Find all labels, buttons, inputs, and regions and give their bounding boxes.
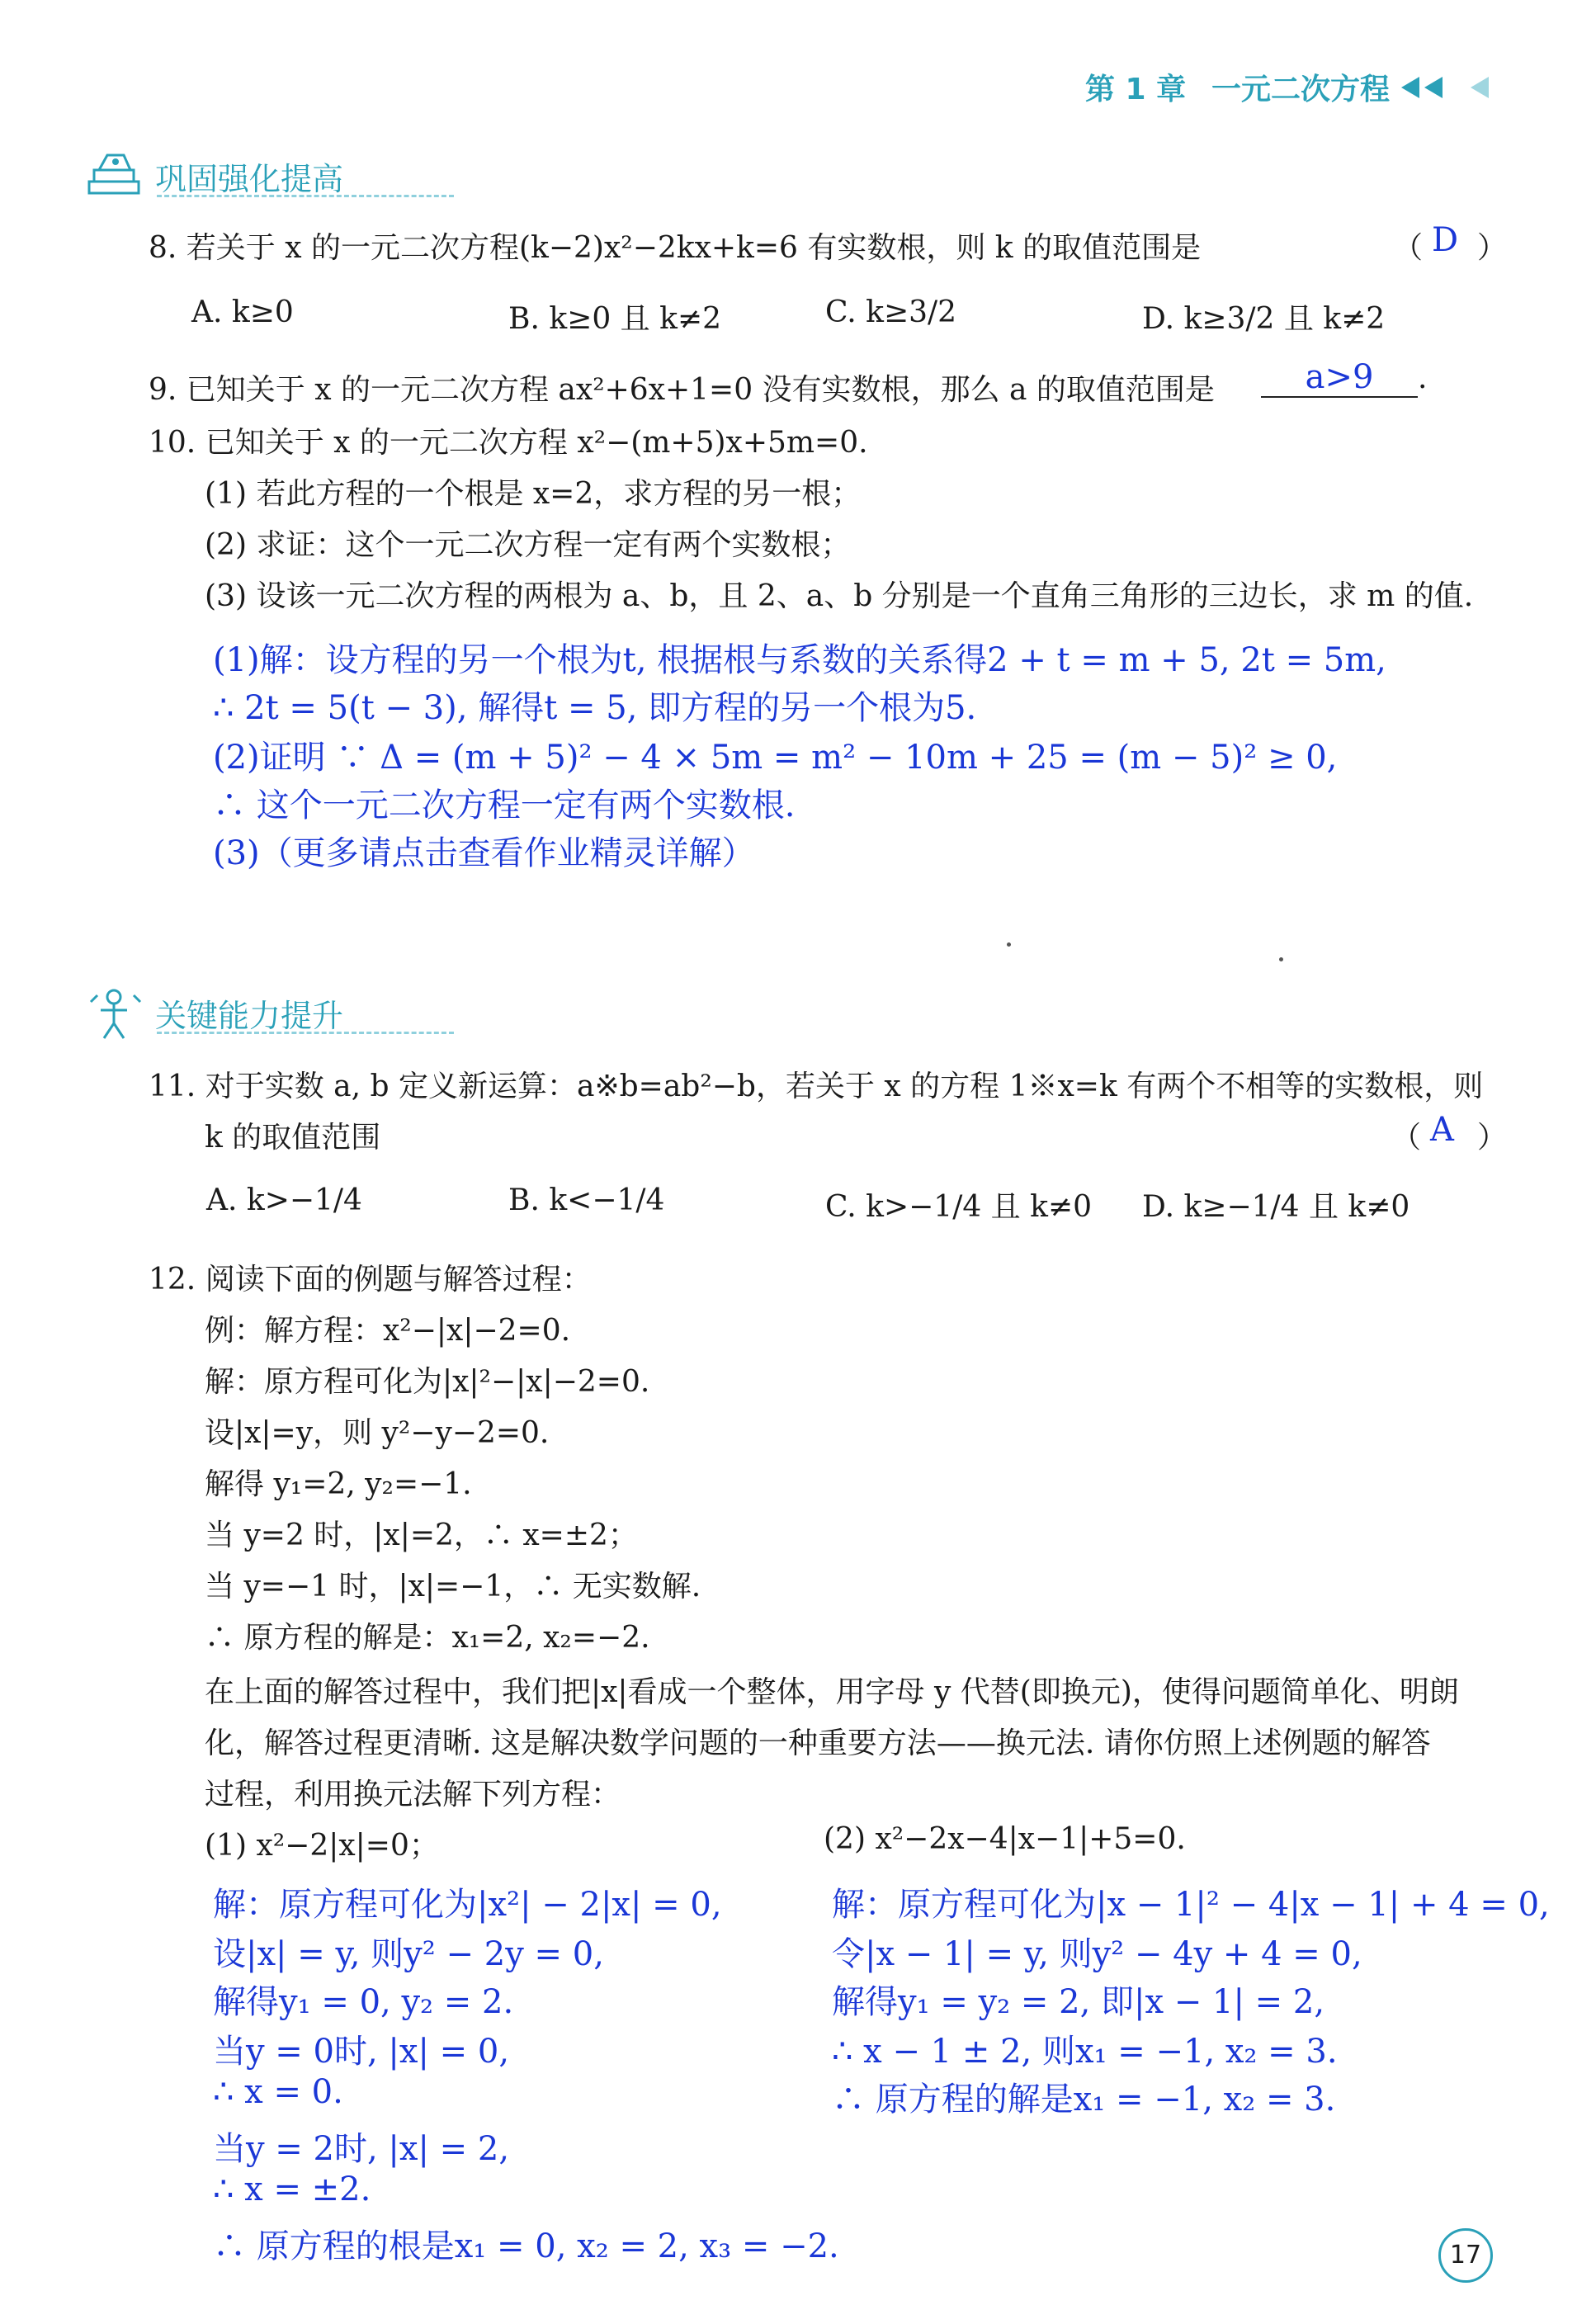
question-10-stem: 10. 已知关于 x 的一元二次方程 x²−(m+5)x+5m=0. <box>149 426 868 460</box>
triangle-icon <box>1424 77 1443 98</box>
chapter-title: 一元二次方程 <box>1211 73 1391 106</box>
q12-paragraph-line: 在上面的解答过程中，我们把|x|看成一个整体，用字母 y 代替(即换元)，使得问题简单化、明朗 <box>205 1675 1459 1709</box>
q12-paragraph-line: 过程，利用换元法解下列方程： <box>205 1778 621 1811</box>
q8-paren-open: （ <box>1393 231 1424 265</box>
q12-solution1-line: 设|x| = y, 则y² − 2y = 0, <box>213 1935 604 1973</box>
q11-option-a: A. k>−1/4 <box>206 1183 362 1217</box>
q12-solution2-line: ∴ 原方程的解是x₁ = −1, x₂ = 3. <box>832 2081 1336 2118</box>
q12-paragraph-line: 化，解答过程更清晰. 这是解决数学问题的一种重要方法——换元法. 请你仿照上述例题的解答 <box>205 1726 1431 1760</box>
q12-example-line: 当 y=−1 时，|x|=−1，∴ 无实数解. <box>205 1570 701 1604</box>
section-underline <box>157 195 454 197</box>
q9-period: . <box>1418 361 1428 395</box>
question-9-stem: 9. 已知关于 x 的一元二次方程 ax²+6x+1=0 没有实数根，那么 a 的取值范围是 <box>149 373 1215 407</box>
q8-option-a: A. k≥0 <box>191 295 294 329</box>
q12-solution1-line: 当y = 0时, |x| = 0, <box>213 2033 510 2071</box>
q12-example-line: 当 y=2 时，|x|=2，∴ x=±2； <box>205 1519 638 1552</box>
q11-paren-close: ） <box>1477 1121 1508 1155</box>
speck <box>1279 957 1283 961</box>
q12-solution1-line: 解：原方程可化为|x²| − 2|x| = 0, <box>213 1886 722 1924</box>
q12-solution2-line: 解：原方程可化为|x − 1|² − 4|x − 1| + 4 = 0, <box>832 1886 1550 1924</box>
q12-example-line: 解得 y₁=2, y₂=−1. <box>205 1467 472 1501</box>
q12-example-line: ∴ 原方程的解是：x₁=2, x₂=−2. <box>205 1621 650 1655</box>
q10-solution-line: ∴ 这个一元二次方程一定有两个实数根. <box>213 786 796 824</box>
q12-solution1-line: ∴ x = ±2. <box>213 2170 371 2208</box>
q12-example-line: 设|x|=y，则 y²−y−2=0. <box>205 1416 550 1450</box>
q10-part-2: (2) 求证：这个一元二次方程一定有两个实数根； <box>205 528 851 562</box>
section-header <box>83 985 380 1043</box>
q8-option-b: B. k≥0 且 k≠2 <box>508 302 721 336</box>
q10-solution-line: ∴ 2t = 5(t − 3), 解得t = 5, 即方程的另一个根为5. <box>213 689 977 727</box>
section-header <box>83 149 380 206</box>
q12-solution1-line: 解得y₁ = 0, y₂ = 2. <box>213 1983 514 2021</box>
page-number: 17 <box>1438 2228 1493 2283</box>
q10-part-3: (3) 设该一元二次方程的两根为 a、b，且 2、a、b 分别是一个直角三角形的三边长，求 m 的值. <box>205 579 1474 613</box>
q12-solution2-line: ∴ x − 1 ± 2, 则x₁ = −1, x₂ = 3. <box>832 2033 1338 2071</box>
q12-sub-1: (1) x²−2|x|=0； <box>205 1829 439 1863</box>
question-11-stem-cont: k 的取值范围 <box>205 1121 381 1155</box>
q10-part-1: (1) 若此方程的一个根是 x=2，求方程的另一根； <box>205 477 862 511</box>
question-8-stem: 8. 若关于 x 的一元二次方程(k−2)x²−2kx+k=6 有实数根，则 k 的取值范围是 <box>149 231 1202 265</box>
question-12-stem: 12. 阅读下面的例题与解答过程： <box>149 1263 592 1297</box>
speck <box>1007 942 1011 947</box>
q12-example-line: 例：解方程：x²−|x|−2=0. <box>205 1314 571 1348</box>
q9-answer: a>9 <box>1261 358 1418 398</box>
q8-option-d: D. k≥3/2 且 k≠2 <box>1142 302 1386 336</box>
q12-solution2-line: 令|x − 1| = y, 则y² − 4y + 4 = 0, <box>832 1935 1362 1973</box>
q12-example-line: 解：原方程可化为|x|²−|x|−2=0. <box>205 1365 650 1399</box>
triangle-icon <box>1401 77 1419 98</box>
q12-sub-2: (2) x²−2x−4|x−1|+5=0. <box>824 1822 1186 1856</box>
q10-solution-line: (2)证明 ∵ Δ = (m + 5)² − 4 × 5m = m² − 10m + 25 = (m − 5)² ≥ 0, <box>213 739 1338 777</box>
triangle-icon <box>1471 77 1489 98</box>
question-11-stem: 11. 对于实数 a, b 定义新运算：a※b=ab²−b，若关于 x 的方程 1※x=k 有两个不相等的实数根，则 <box>149 1070 1484 1103</box>
q8-paren-close: ） <box>1477 231 1508 265</box>
q8-option-c: C. k≥3/2 <box>825 295 957 329</box>
q9-answer-blank <box>1261 358 1427 398</box>
section-title: 巩固强化提高 <box>155 161 344 197</box>
section-books-icon <box>83 149 149 206</box>
q11-option-d: D. k≥−1/4 且 k≠0 <box>1142 1190 1410 1224</box>
q11-option-c: C. k>−1/4 且 k≠0 <box>825 1190 1092 1224</box>
q11-paren-open: （ <box>1391 1121 1422 1155</box>
q11-answer: A <box>1430 1111 1454 1149</box>
q8-answer: D <box>1432 221 1459 259</box>
q12-solution1-line: 当y = 2时, |x| = 2, <box>213 2130 510 2168</box>
q10-solution-link[interactable]: (3)（更多请点击查看作业精灵详解） <box>213 834 755 872</box>
chapter-label: 第 1 章 <box>1085 73 1187 106</box>
section-figure-icon <box>83 985 149 1043</box>
section-title: 关键能力提升 <box>155 998 344 1034</box>
q12-solution1-line: ∴ 原方程的根是x₁ = 0, x₂ = 2, x₃ = −2. <box>213 2227 839 2265</box>
q10-solution-line: (1)解：设方程的另一个根为t, 根据根与系数的关系得2 + t = m + 5, 2t = 5m, <box>213 641 1386 679</box>
q11-option-b: B. k<−1/4 <box>508 1183 665 1217</box>
section-underline <box>157 1032 454 1034</box>
q12-solution2-line: 解得y₁ = y₂ = 2, 即|x − 1| = 2, <box>832 1983 1325 2021</box>
q12-solution1-line: ∴ x = 0. <box>213 2073 343 2111</box>
